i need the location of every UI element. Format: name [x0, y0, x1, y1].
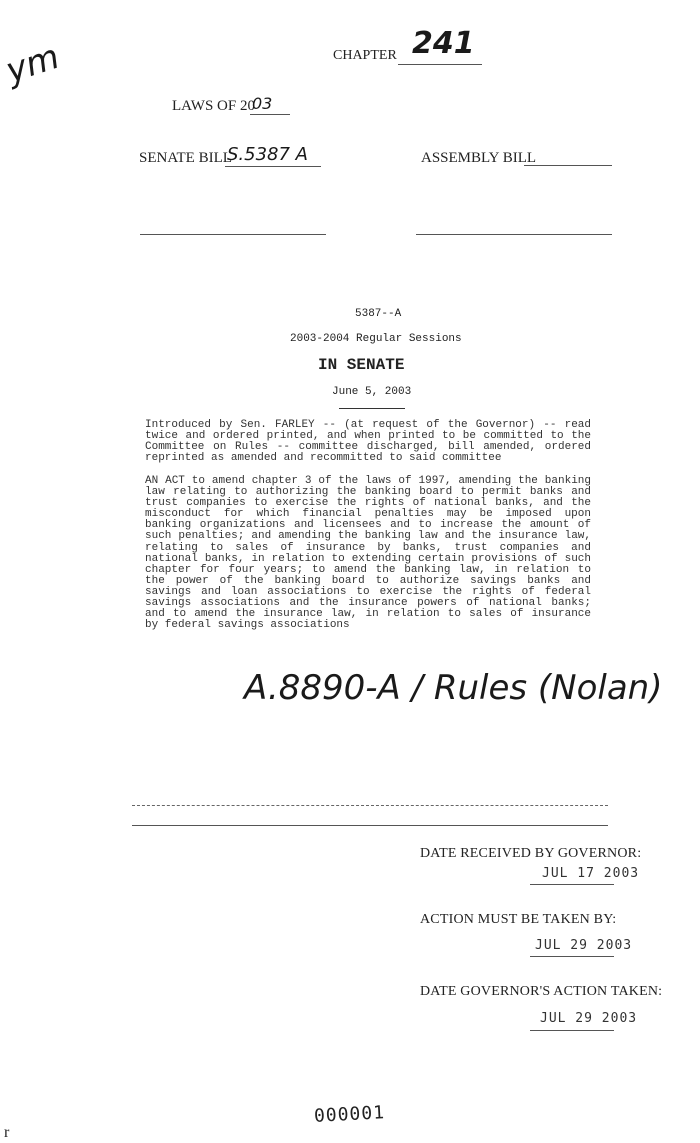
bill-id: 5387--A [355, 308, 402, 320]
session-label: 2003-2004 Regular Sessions [290, 333, 462, 345]
laws-of-label: LAWS OF 20 [172, 98, 255, 114]
senate-bill-label: SENATE BILL [139, 150, 232, 166]
divider-left [140, 234, 326, 235]
action-deadline-stamp: JUL 29 2003 [535, 938, 633, 953]
introduction-paragraph: Introduced by Sen. FARLEY -- (at request of the Governor) -- read twice and ordered printed, and when printed to be committed to the Committee on Rules -- committee discharged, bill amended, ordered reprinted as amended and recommitted to said committee [145, 419, 591, 465]
chapter-underline [398, 64, 482, 65]
action-deadline-label: ACTION MUST BE TAKEN BY: [420, 912, 617, 927]
page-number-stamp: 000001 [313, 1102, 386, 1127]
laws-year-underline [250, 114, 290, 115]
introduction-date: June 5, 2003 [332, 386, 412, 398]
assembly-bill-label: ASSEMBLY BILL [421, 150, 537, 166]
assembly-bill-underline [524, 165, 612, 166]
lower-divider-2 [132, 825, 608, 826]
divider-right [416, 234, 612, 235]
lower-divider-1 [132, 805, 608, 806]
action-taken-underline [530, 1030, 614, 1031]
house-heading: IN SENATE [318, 356, 405, 374]
action-taken-label: DATE GOVERNOR'S ACTION TAKEN: [420, 984, 663, 999]
corner-mark: r [4, 1124, 10, 1141]
action-deadline-underline [530, 956, 614, 957]
action-taken-stamp: JUL 29 2003 [540, 1011, 638, 1026]
date-received-underline [530, 884, 614, 885]
senate-bill-number: S.5387 A [227, 144, 308, 165]
chapter-label: CHAPTER [333, 48, 397, 63]
date-received-label: DATE RECEIVED BY GOVERNOR: [420, 846, 642, 861]
senate-bill-underline [225, 166, 321, 167]
act-paragraph: AN ACT to amend chapter 3 of the laws of 1997, amending the banking law relating to authorizing the banking board to permit banks and trust companies to exercise the rights of national banks, and the misconduct for which financial penalties may be imposed upon banking organizations and licensees and to increase the amount of such penalties; and amending the banking law and the insurance law, relating to sales of insurance by banks, trust companies and national banks, in relation to extending certain provisions of such chapter for four years; to amend the banking law, in relation to the power of the banking board to authorize savings banks and savings and loan associations to exercise the rights of federal savings associations and the insurance powers of national banks; and to amend the insurance law, in relation to sales of insurance by federal savings associations [145, 475, 591, 632]
handwritten-assembly-reference: A.8890-A / Rules (Nolan) [244, 668, 663, 708]
laws-year: 03 [252, 94, 273, 113]
date-received-stamp: JUL 17 2003 [542, 866, 640, 881]
date-underline [339, 408, 405, 409]
chapter-number: 241 [412, 26, 475, 61]
handwritten-initials: ym [1, 36, 65, 92]
